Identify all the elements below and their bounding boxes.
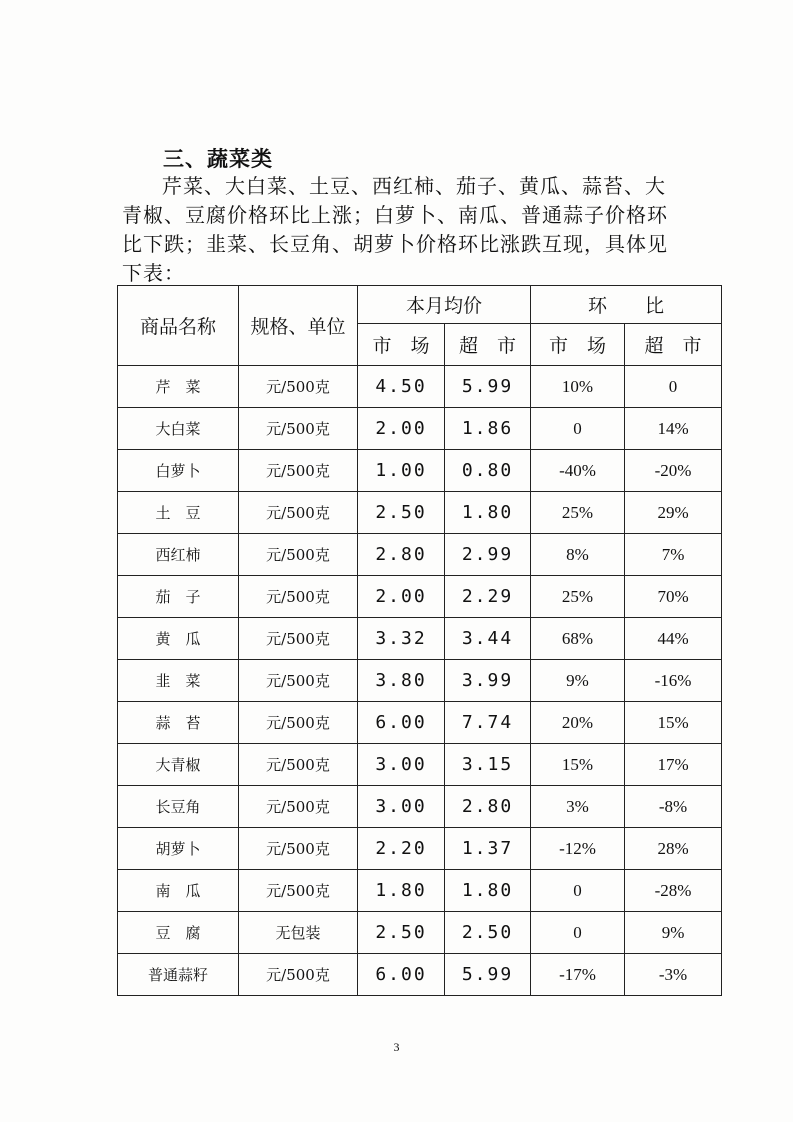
- cell-market-mom: -12%: [531, 828, 625, 870]
- cell-supermarket-mom: 70%: [625, 576, 722, 618]
- cell-name: 豆 腐: [118, 912, 239, 954]
- cell-name: 芹 菜: [118, 366, 239, 408]
- cell-market-price: 4.50: [358, 366, 445, 408]
- cell-supermarket-price: 2.99: [445, 534, 531, 576]
- table-row: [118, 870, 722, 912]
- table-row: [118, 492, 722, 534]
- cell-market-mom: 8%: [531, 534, 625, 576]
- table-row: [118, 954, 722, 996]
- cell-supermarket-price: 1.80: [445, 492, 531, 534]
- cell-name: 黄 瓜: [118, 618, 239, 660]
- cell-supermarket-mom: 0: [625, 366, 722, 408]
- cell-name: 茄 子: [118, 576, 239, 618]
- cell-market-price: 1.80: [358, 870, 445, 912]
- cell-market-price: 3.00: [358, 744, 445, 786]
- cell-market-price: 6.00: [358, 954, 445, 996]
- header-avg-supermarket: 超 市: [445, 324, 531, 366]
- cell-supermarket-price: 1.37: [445, 828, 531, 870]
- cell-unit: 元/500克: [239, 786, 358, 828]
- cell-market-price: 3.32: [358, 618, 445, 660]
- page-number: 3: [393, 1040, 400, 1054]
- cell-supermarket-price: 1.80: [445, 870, 531, 912]
- cell-supermarket-mom: 17%: [625, 744, 722, 786]
- cell-supermarket-price: 2.29: [445, 576, 531, 618]
- header-name: 商品名称: [118, 286, 239, 366]
- cell-supermarket-mom: -16%: [625, 660, 722, 702]
- cell-supermarket-mom: 44%: [625, 618, 722, 660]
- cell-supermarket-mom: 7%: [625, 534, 722, 576]
- cell-supermarket-mom: 14%: [625, 408, 722, 450]
- cell-market-price: 2.00: [358, 408, 445, 450]
- header-mom-market: 市 场: [531, 324, 625, 366]
- table-row: [118, 618, 722, 660]
- table-row: [118, 744, 722, 786]
- cell-unit: 元/500克: [239, 828, 358, 870]
- table-row: [118, 828, 722, 870]
- cell-name: 南 瓜: [118, 870, 239, 912]
- cell-market-mom: 20%: [531, 702, 625, 744]
- header-mom: 环 比: [531, 286, 722, 324]
- cell-name: 胡萝卜: [118, 828, 239, 870]
- cell-supermarket-price: 0.80: [445, 450, 531, 492]
- cell-supermarket-price: 3.99: [445, 660, 531, 702]
- cell-market-mom: 0: [531, 870, 625, 912]
- section-paragraph: 芹菜、大白菜、土豆、西红柿、茄子、黄瓜、蒜苔、大青椒、豆腐价格环比上涨；白萝卜、南瓜、普通蒜子价格环比下跌；韭菜、长豆角、胡萝卜价格环比涨跌互现，具体见下表：: [122, 174, 668, 285]
- cell-unit: 元/500克: [239, 954, 358, 996]
- cell-name: 西红柿: [118, 534, 239, 576]
- cell-market-mom: 9%: [531, 660, 625, 702]
- table-row: [118, 912, 722, 954]
- price-table-body: [118, 366, 722, 996]
- header-avg-market: 市 场: [358, 324, 445, 366]
- cell-unit: 元/500克: [239, 450, 358, 492]
- cell-market-mom: 15%: [531, 744, 625, 786]
- cell-name: 蒜 苔: [118, 702, 239, 744]
- cell-market-price: 2.50: [358, 912, 445, 954]
- cell-market-mom: 3%: [531, 786, 625, 828]
- cell-market-mom: 0: [531, 408, 625, 450]
- section-heading: 三、蔬菜类: [163, 146, 273, 171]
- table-row: [118, 366, 722, 408]
- cell-supermarket-price: 1.86: [445, 408, 531, 450]
- cell-unit: 元/500克: [239, 702, 358, 744]
- cell-market-mom: 68%: [531, 618, 625, 660]
- cell-name: 长豆角: [118, 786, 239, 828]
- cell-unit: 无包装: [239, 912, 358, 954]
- cell-supermarket-mom: 29%: [625, 492, 722, 534]
- cell-name: 土 豆: [118, 492, 239, 534]
- cell-unit: 元/500克: [239, 366, 358, 408]
- cell-supermarket-mom: 9%: [625, 912, 722, 954]
- cell-supermarket-mom: 28%: [625, 828, 722, 870]
- cell-unit: 元/500克: [239, 534, 358, 576]
- cell-supermarket-mom: 15%: [625, 702, 722, 744]
- header-unit: 规格、单位: [239, 286, 358, 366]
- cell-supermarket-mom: -20%: [625, 450, 722, 492]
- cell-supermarket-price: 2.50: [445, 912, 531, 954]
- table-row: [118, 408, 722, 450]
- cell-name: 白萝卜: [118, 450, 239, 492]
- cell-supermarket-price: 7.74: [445, 702, 531, 744]
- cell-unit: 元/500克: [239, 408, 358, 450]
- table-row: [118, 702, 722, 744]
- cell-unit: 元/500克: [239, 744, 358, 786]
- cell-market-price: 2.50: [358, 492, 445, 534]
- table-row: [118, 534, 722, 576]
- cell-unit: 元/500克: [239, 870, 358, 912]
- cell-unit: 元/500克: [239, 660, 358, 702]
- cell-market-price: 1.00: [358, 450, 445, 492]
- table-row: [118, 450, 722, 492]
- header-avg-price: 本月均价: [358, 286, 531, 324]
- price-table: [117, 285, 722, 996]
- cell-market-mom: 25%: [531, 492, 625, 534]
- cell-name: 普通蒜籽: [118, 954, 239, 996]
- cell-supermarket-price: 2.80: [445, 786, 531, 828]
- cell-supermarket-mom: -8%: [625, 786, 722, 828]
- cell-supermarket-price: 3.44: [445, 618, 531, 660]
- cell-market-price: 6.00: [358, 702, 445, 744]
- cell-unit: 元/500克: [239, 492, 358, 534]
- cell-market-mom: -17%: [531, 954, 625, 996]
- cell-market-mom: 0: [531, 912, 625, 954]
- cell-supermarket-price: 3.15: [445, 744, 531, 786]
- cell-market-price: 3.80: [358, 660, 445, 702]
- cell-market-price: 3.00: [358, 786, 445, 828]
- cell-supermarket-mom: -28%: [625, 870, 722, 912]
- cell-market-price: 2.80: [358, 534, 445, 576]
- cell-market-price: 2.20: [358, 828, 445, 870]
- cell-market-mom: 25%: [531, 576, 625, 618]
- cell-market-mom: -40%: [531, 450, 625, 492]
- cell-name: 大白菜: [118, 408, 239, 450]
- cell-name: 韭 菜: [118, 660, 239, 702]
- cell-supermarket-mom: -3%: [625, 954, 722, 996]
- cell-supermarket-price: 5.99: [445, 954, 531, 996]
- cell-market-mom: 10%: [531, 366, 625, 408]
- table-row: [118, 576, 722, 618]
- cell-market-price: 2.00: [358, 576, 445, 618]
- header-mom-supermarket: 超 市: [625, 324, 722, 366]
- cell-unit: 元/500克: [239, 576, 358, 618]
- cell-name: 大青椒: [118, 744, 239, 786]
- table-row: [118, 660, 722, 702]
- table-row: [118, 786, 722, 828]
- cell-supermarket-price: 5.99: [445, 366, 531, 408]
- cell-unit: 元/500克: [239, 618, 358, 660]
